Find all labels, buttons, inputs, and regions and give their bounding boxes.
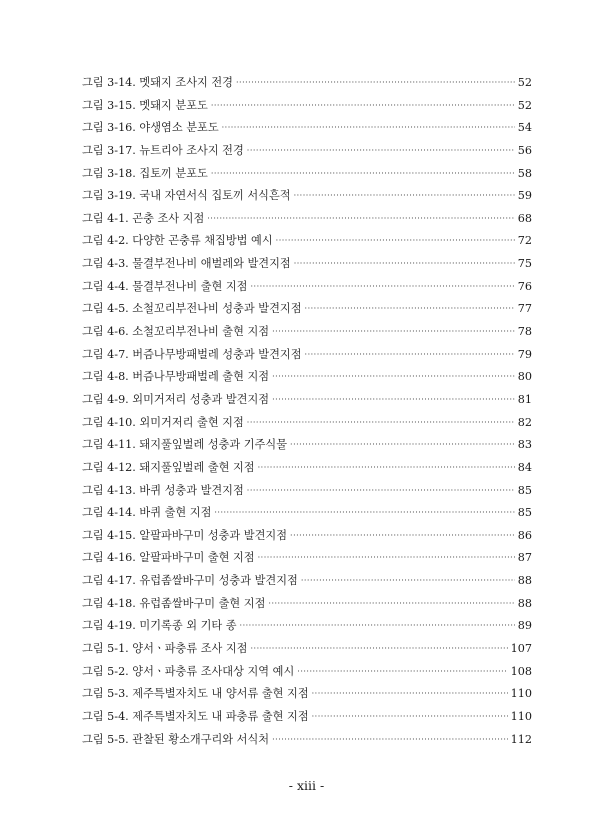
leader-dots bbox=[258, 553, 515, 562]
entry-page: 85 bbox=[517, 506, 532, 520]
toc-entry[interactable] bbox=[82, 119, 532, 142]
entry-label: 그림 4-18. 유럽좀쌀바구미 출현 지점 bbox=[82, 596, 266, 610]
leader-dots bbox=[214, 508, 514, 517]
entry-page: 72 bbox=[517, 234, 532, 248]
entry-label: 그림 4-6. 소철꼬리부전나비 출현 지점 bbox=[82, 325, 270, 339]
leader-dots bbox=[222, 123, 515, 132]
entry-label: 그림 4-4. 물결부전나비 출현 지점 bbox=[82, 279, 248, 293]
toc-entry[interactable] bbox=[82, 368, 532, 391]
leader-dots bbox=[268, 599, 514, 608]
entry-page: 52 bbox=[517, 76, 532, 89]
entry-label: 그림 4-5. 소철꼬리부전나비 성충과 발견지점 bbox=[82, 302, 302, 316]
toc-entry[interactable] bbox=[82, 346, 532, 369]
toc-entry[interactable] bbox=[82, 97, 532, 120]
entry-label: 그림 3-16. 야생염소 분포도 bbox=[82, 121, 219, 135]
leader-dots bbox=[312, 712, 508, 721]
entry-label: 그림 5-2. 양서ㆍ파충류 조사대상 지역 예시 bbox=[82, 664, 295, 678]
entry-page: 112 bbox=[510, 732, 532, 746]
toc-entry[interactable] bbox=[82, 504, 532, 527]
entry-page: 52 bbox=[517, 98, 532, 112]
entry-page: 85 bbox=[517, 483, 532, 497]
entry-page: 58 bbox=[517, 166, 532, 180]
toc-entry[interactable] bbox=[82, 549, 532, 572]
toc-entry[interactable] bbox=[82, 572, 532, 595]
leader-dots bbox=[301, 576, 515, 585]
leader-dots bbox=[236, 78, 515, 87]
entry-page: 54 bbox=[517, 121, 532, 135]
entry-page: 77 bbox=[517, 302, 532, 316]
toc-entry[interactable] bbox=[82, 459, 532, 482]
entry-page: 86 bbox=[517, 528, 532, 542]
toc-entry[interactable] bbox=[82, 142, 532, 165]
toc-entry[interactable] bbox=[82, 187, 532, 210]
toc-entry[interactable] bbox=[82, 391, 532, 414]
entry-page: 83 bbox=[517, 438, 532, 452]
leader-dots bbox=[276, 236, 515, 245]
leader-dots bbox=[272, 327, 515, 336]
entry-label: 그림 4-11. 돼지풀잎벌레 성충과 기주식물 bbox=[82, 438, 288, 452]
entry-page: 88 bbox=[517, 596, 532, 610]
entry-label: 그림 5-3. 제주특별자치도 내 양서류 출현 지점 bbox=[82, 687, 309, 701]
leader-dots bbox=[272, 395, 515, 404]
entry-page: 110 bbox=[510, 687, 532, 701]
entry-page: 84 bbox=[517, 460, 532, 474]
page-number: - xiii - bbox=[288, 778, 325, 793]
toc-entry[interactable] bbox=[82, 278, 532, 301]
entry-page: 107 bbox=[510, 642, 532, 656]
toc-entry[interactable] bbox=[82, 436, 532, 459]
entry-label: 그림 3-15. 멧돼지 분포도 bbox=[82, 98, 208, 112]
toc-entry[interactable] bbox=[82, 685, 532, 708]
toc-entry[interactable] bbox=[82, 255, 532, 278]
leader-dots bbox=[247, 418, 515, 427]
entry-page: 59 bbox=[517, 189, 532, 203]
leader-dots bbox=[211, 101, 515, 110]
entry-page: 82 bbox=[517, 415, 532, 429]
entry-label: 그림 3-18. 집토끼 분포도 bbox=[82, 166, 208, 180]
entry-label: 그림 4-19. 미기록종 외 기타 종 bbox=[82, 619, 237, 633]
toc-entry[interactable] bbox=[82, 482, 532, 505]
entry-page: 79 bbox=[517, 347, 532, 361]
leader-dots bbox=[305, 304, 515, 313]
entry-label: 그림 5-5. 관찰된 황소개구리와 서식처 bbox=[82, 732, 270, 746]
entry-label: 그림 5-1. 양서ㆍ파충류 조사 지점 bbox=[82, 642, 248, 656]
entry-label: 그림 3-17. 뉴트리아 조사지 전경 bbox=[82, 143, 244, 157]
entry-label: 그림 3-14. 멧돼지 조사지 전경 bbox=[82, 76, 233, 89]
leader-dots bbox=[247, 486, 515, 495]
leader-dots bbox=[250, 644, 507, 653]
toc-entry[interactable] bbox=[82, 595, 532, 618]
leader-dots bbox=[207, 214, 514, 223]
entry-page: 88 bbox=[517, 574, 532, 588]
entry-page: 87 bbox=[517, 551, 532, 565]
leader-dots bbox=[272, 735, 508, 744]
toc-entry[interactable] bbox=[82, 708, 532, 731]
entry-label: 그림 3-19. 국내 자연서식 집토끼 서식흔적 bbox=[82, 189, 291, 203]
toc-entry[interactable] bbox=[82, 663, 532, 686]
toc-entry[interactable] bbox=[82, 300, 532, 323]
entry-label: 그림 4-14. 바퀴 출현 지점 bbox=[82, 506, 212, 520]
entry-label: 그림 5-4. 제주특별자치도 내 파충류 출현 지점 bbox=[82, 709, 309, 723]
leader-dots bbox=[250, 282, 514, 291]
entry-page: 89 bbox=[517, 619, 532, 633]
leader-dots bbox=[290, 531, 515, 540]
toc-entry[interactable] bbox=[82, 165, 532, 188]
leader-dots bbox=[305, 350, 515, 359]
entry-label: 그림 4-12. 돼지풀잎벌레 출현 지점 bbox=[82, 460, 255, 474]
entry-label: 그림 4-8. 버즘나무방패벌레 출현 지점 bbox=[82, 370, 270, 384]
entry-page: 76 bbox=[517, 279, 532, 293]
toc-entry[interactable] bbox=[82, 414, 532, 437]
entry-page: 110 bbox=[510, 709, 532, 723]
entry-label: 그림 4-13. 바퀴 성충과 발견지점 bbox=[82, 483, 244, 497]
toc-entry[interactable] bbox=[82, 617, 532, 640]
leader-dots bbox=[290, 440, 515, 449]
leader-dots bbox=[297, 667, 507, 676]
leader-dots bbox=[211, 169, 515, 178]
toc-entry[interactable] bbox=[82, 74, 532, 97]
entry-label: 그림 4-9. 외미거저리 성충과 발견지점 bbox=[82, 392, 270, 406]
entry-label: 그림 4-10. 외미거저리 출현 지점 bbox=[82, 415, 244, 429]
entry-page: 75 bbox=[517, 257, 532, 271]
leader-dots bbox=[294, 191, 515, 200]
entry-page: 78 bbox=[517, 325, 532, 339]
leader-dots bbox=[312, 689, 508, 698]
leader-dots bbox=[294, 259, 515, 268]
entry-page: 80 bbox=[517, 370, 532, 384]
toc-entry[interactable] bbox=[82, 731, 532, 754]
figure-list bbox=[82, 74, 532, 753]
entry-label: 그림 4-16. 알팔파바구미 출현 지점 bbox=[82, 551, 255, 565]
toc-entry[interactable] bbox=[82, 232, 532, 255]
toc-entry[interactable] bbox=[82, 527, 532, 550]
entry-label: 그림 4-15. 알팔파바구미 성충과 발견지점 bbox=[82, 528, 288, 542]
toc-entry[interactable] bbox=[82, 323, 532, 346]
toc-entry[interactable] bbox=[82, 210, 532, 233]
entry-label: 그림 4-17. 유럽좀쌀바구미 성충과 발견지점 bbox=[82, 574, 298, 588]
leader-dots bbox=[247, 146, 515, 155]
entry-page: 56 bbox=[517, 143, 532, 157]
leader-dots bbox=[240, 621, 515, 630]
leader-dots bbox=[258, 463, 515, 472]
toc-entry[interactable] bbox=[82, 640, 532, 663]
entry-page: 81 bbox=[517, 392, 532, 406]
entry-page: 108 bbox=[510, 664, 532, 678]
entry-label: 그림 4-3. 물결부전나비 애벌레와 발견지점 bbox=[82, 257, 291, 271]
entry-label: 그림 4-1. 곤충 조사 지점 bbox=[82, 211, 205, 225]
entry-label: 그림 4-7. 버즘나무방패벌레 성충과 발견지점 bbox=[82, 347, 302, 361]
leader-dots bbox=[272, 372, 515, 381]
entry-label: 그림 4-2. 다양한 곤충류 채집방법 예시 bbox=[82, 234, 273, 248]
entry-page: 68 bbox=[517, 211, 532, 225]
